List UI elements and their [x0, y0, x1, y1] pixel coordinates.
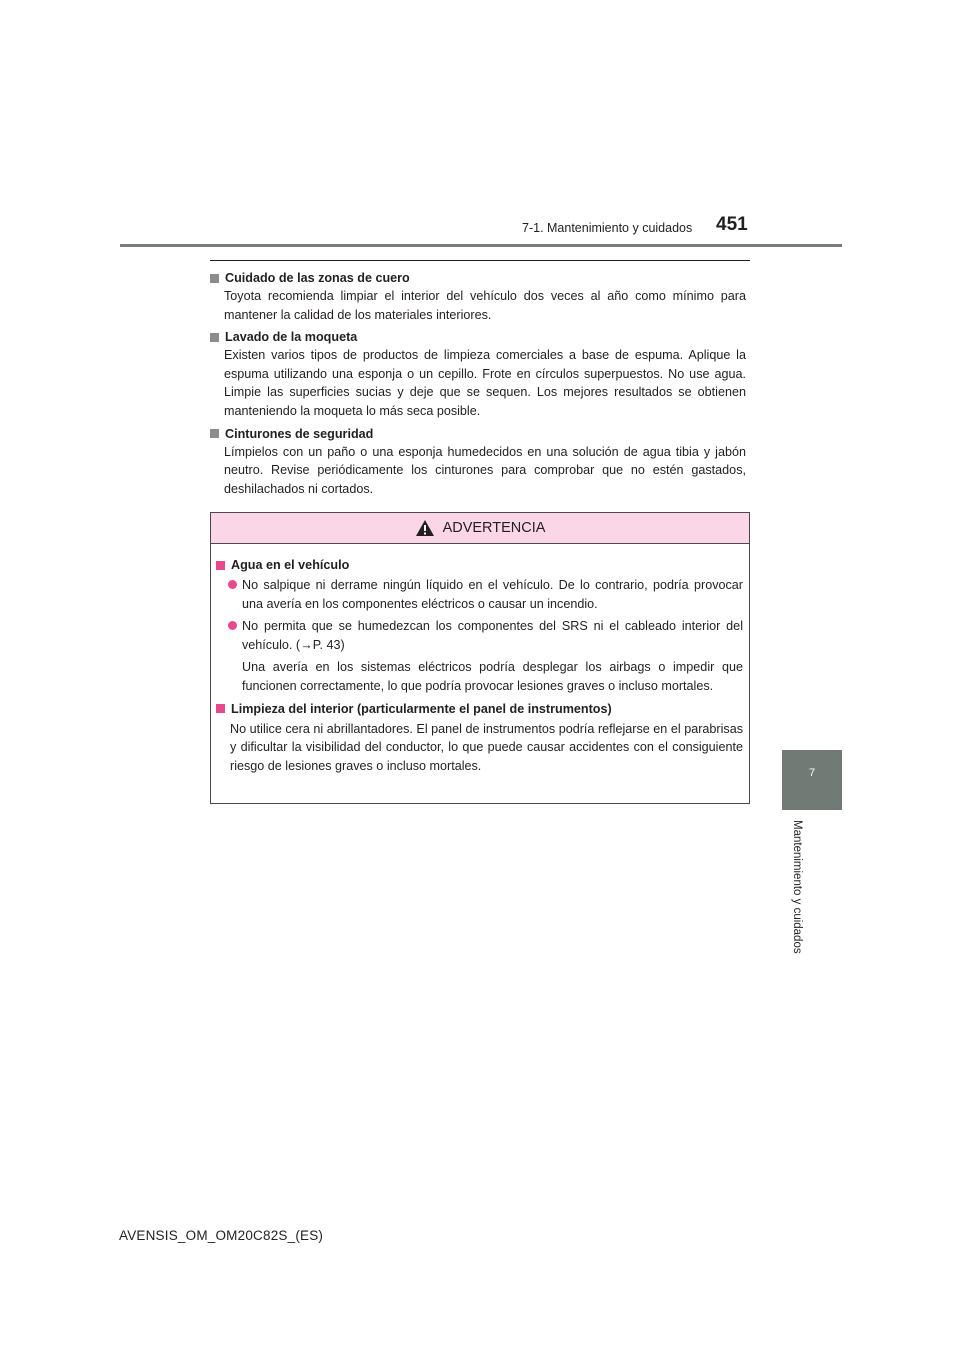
round-bullet-icon	[228, 621, 237, 630]
warning-item-title: Limpieza del interior (particularmente el panel de instrumentos)	[231, 701, 612, 716]
square-bullet-icon	[216, 561, 225, 570]
chapter-tab	[782, 750, 842, 810]
section-title: Lavado de la moqueta	[225, 330, 358, 345]
header-section-title: 7-1. Mantenimiento y cuidados	[522, 221, 693, 235]
section-title: Cuidado de las zonas de cuero	[225, 271, 410, 285]
section-seat-belts	[210, 425, 750, 499]
content-top-rule	[210, 260, 750, 261]
warning-item-text: No utilice cera ni abrillantadores. El panel de instrumentos podría reflejarse en el parabrisas y dificultar la visibilidad del conductor, lo que puede causar accidentes con el consiguiente riesgo de lesiones graves o incluso mortales.	[230, 721, 743, 773]
section-title: Cinturones de seguridad	[225, 426, 374, 441]
section-text: Toyota recomienda limpiar el interior del vehículo dos veces al año como mínimo para mantener la calidad de los materiales interiores.	[224, 289, 746, 322]
main-content	[210, 260, 750, 502]
square-bullet-icon	[216, 704, 225, 713]
section-text: Límpielos con un paño o una esponja humedecidos en una solución de agua tibia y jabón neutro. Revise periódicamente los cinturones para comprobar que no estén gastados, deshilachados ni cortados.	[224, 444, 746, 496]
round-bullet-icon	[228, 580, 237, 589]
square-bullet-icon	[210, 274, 219, 283]
warning-extra-text: Una avería en los sistemas eléctricos podría desplegar los airbags o impedir que funcionen correctamente, lo que podría provocar lesiones graves o incluso mortales.	[242, 660, 743, 693]
warning-header	[211, 513, 749, 544]
warning-triangle-icon	[415, 519, 435, 537]
warning-item-title: Agua en el vehículo	[231, 558, 350, 572]
warning-label: ADVERTENCIA	[442, 520, 546, 536]
warning-box	[210, 512, 750, 804]
section-text: Existen varios tipos de productos de limpieza comerciales a base de espuma. Aplique la espuma utilizando una esponja o un cepillo. Frote en círculos superpuestos. No use agua. Limpie las superficies sucias y deje que se sequen. Los mejores resultados se obtienen manteniendo la moqueta lo más seca posible.	[224, 348, 746, 418]
page-number: 451	[716, 214, 748, 235]
chapter-number: 7	[808, 767, 816, 779]
footer-code: AVENSIS_OM_OM20C82S_(ES)	[119, 1228, 324, 1243]
warning-bullet	[216, 617, 743, 654]
chapter-label: Mantenimiento y cuidados	[791, 820, 803, 954]
warning-body	[211, 544, 749, 775]
warning-bullet-text: No salpique ni derrame ningún líquido en el vehículo. De lo contrario, podría provocar una avería en los componentes eléctricos o causar un incendio.	[242, 578, 743, 611]
header-rule	[120, 244, 842, 247]
square-bullet-icon	[210, 333, 219, 342]
square-bullet-icon	[210, 429, 219, 438]
warning-bullet	[216, 576, 743, 613]
section-leather-care	[210, 269, 750, 324]
section-carpet-wash	[210, 328, 750, 420]
warning-bullet-text: No permita que se humedezcan los componentes del SRS ni el cableado interior del vehículo. (→P. 43)	[242, 619, 743, 652]
